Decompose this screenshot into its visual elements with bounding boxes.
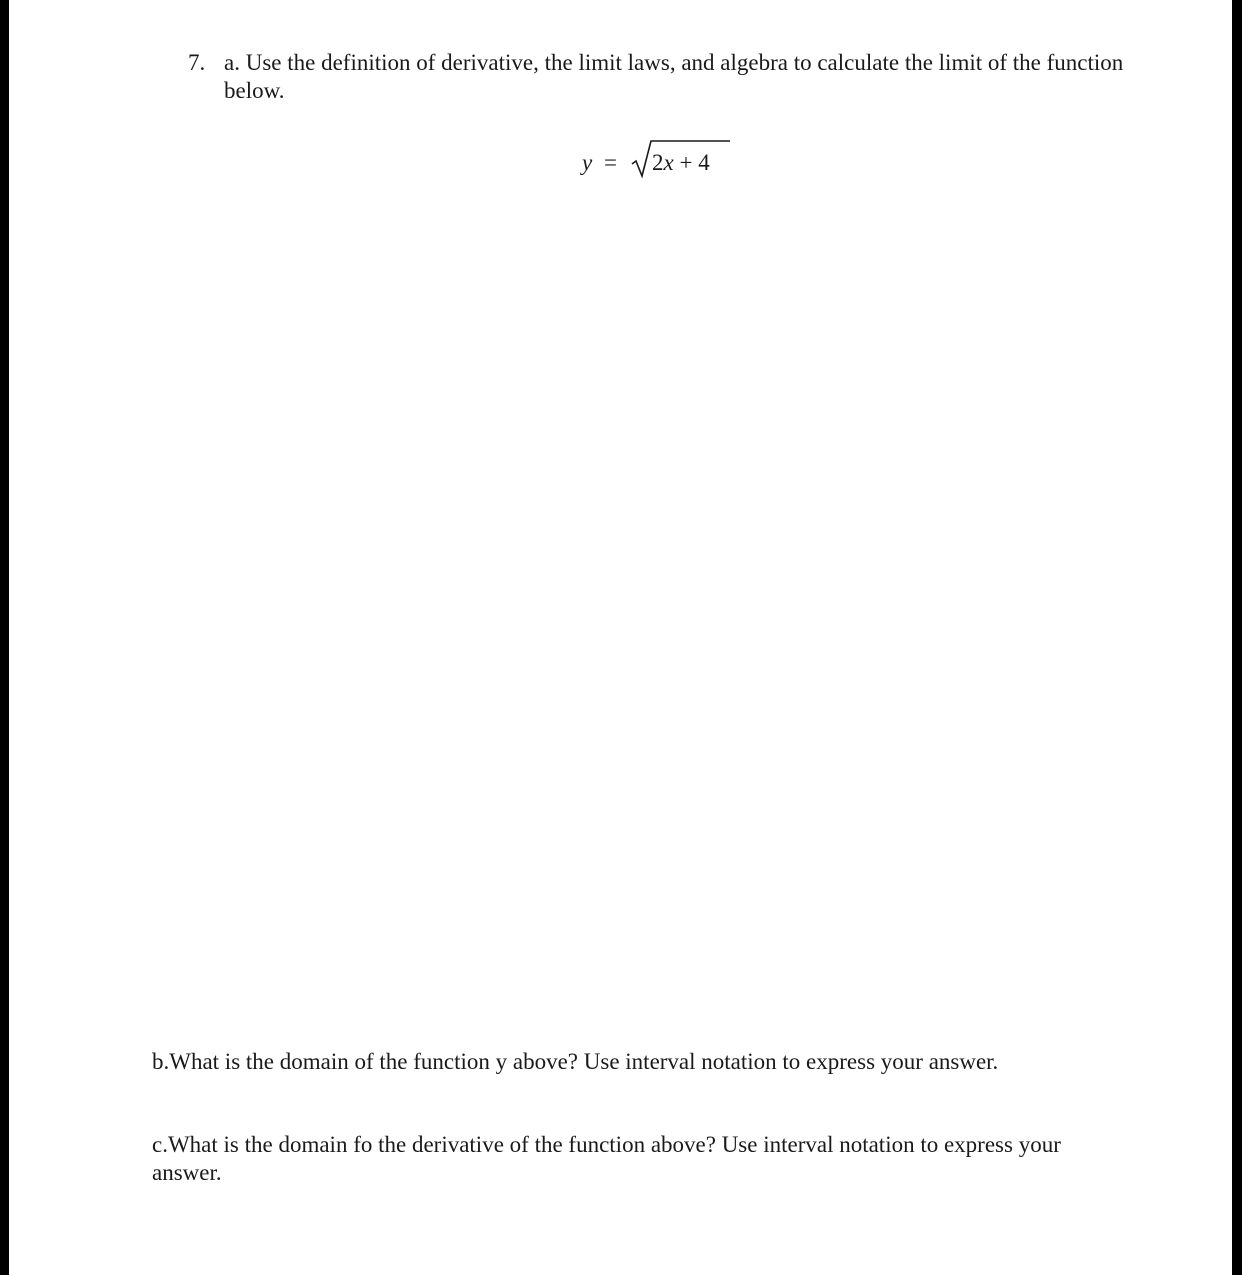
question-part-c: c.What is the domain fo the derivative of the function above? Use interval notation to express your answer. — [152, 1132, 1061, 1185]
radicand-variable: x — [663, 150, 674, 175]
question-part-a: a. Use the definition of derivative, the limit laws, and algebra to calculate the limit of the function below. — [224, 50, 1124, 103]
radicand-rest: + 4 — [673, 150, 710, 175]
question-part-b: b.What is the domain of the function y above? Use interval notation to express your answer. — [152, 1049, 999, 1074]
document-page — [9, 0, 1232, 1275]
equals-sign: = — [604, 150, 617, 175]
equation-lhs: y — [582, 150, 593, 175]
question-number: 7. — [188, 50, 206, 75]
radicand — [652, 150, 710, 176]
radicand-coefficient: 2 — [652, 150, 664, 175]
